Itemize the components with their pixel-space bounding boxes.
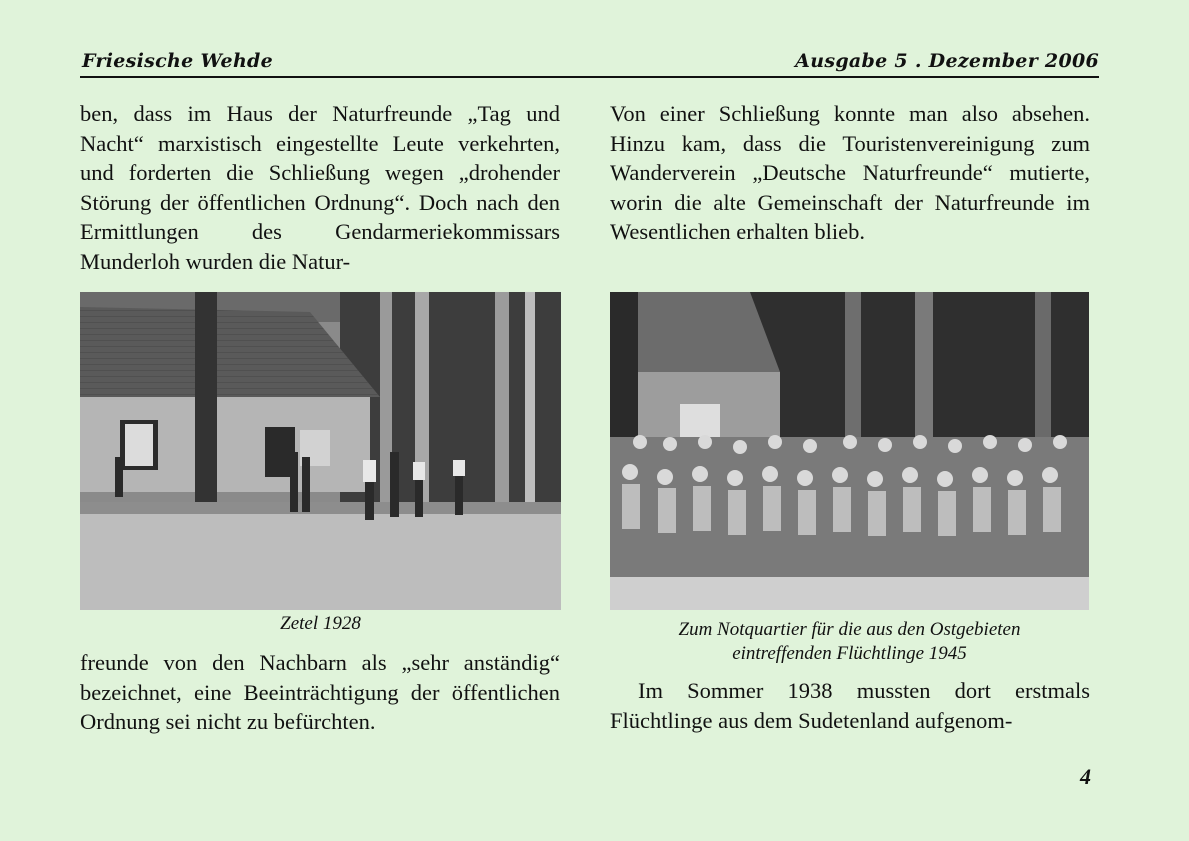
photo-caption [610,618,1089,666]
header-issue: Ausgabe 5 . Dezember 2006 [795,50,1099,72]
photo-naturfreundehaus-1928 [80,292,561,610]
text-column-right-top [610,99,1090,247]
paragraph: Im Sommer 1938 mussten dort erstmals Flüchtlinge aus dem Sudetenland aufgenom- [610,678,1090,733]
text-column-left-top [80,99,560,276]
header-divider [80,76,1099,78]
text-column-left-bottom [80,648,560,737]
header-title: Friesische Wehde [82,50,274,72]
photo-fluechtlinge-1945 [610,292,1089,610]
photo-caption: Zetel 1928 [280,613,361,634]
paragraph: Von einer Schließung konnte man also absehen. Hinzu kam, dass die Touristenvereinigung zum Wanderverein „Deutsche Naturfreunde“ mutierte, worin die alte Gemeinschaft der Naturfreunde im Wesentlichen erhalten blieb. [610,101,1090,244]
paragraph: freunde von den Nachbarn als „sehr anständig“ bezeichnet, eine Beeinträchtigung der öffentlichen Ordnung sei nicht zu befürchten. [80,650,560,734]
caption-line: Zum Notquartier für die aus den Ostgebieten [678,619,1021,640]
caption-line: eintreffenden Flüchtlinge 1945 [732,643,967,664]
page-number: 4 [1080,764,1091,789]
text-column-right-bottom [610,676,1090,735]
paragraph: ben, dass im Haus der Naturfreunde „Tag und Nacht“ marxistisch eingestellte Leute verkehrten, und forderten die Schließung wegen „drohender Störung der öffentlichen Ordnung“. Doch nach den Ermittlungen des Gendarmeriekommissars Munderloh wurden die Natur- [80,101,560,274]
